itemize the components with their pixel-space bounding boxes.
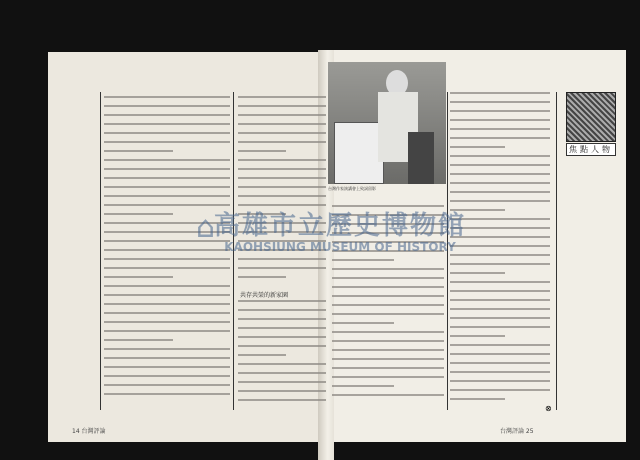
text-line (238, 168, 326, 170)
text-line (238, 258, 326, 260)
text-line (238, 381, 326, 383)
end-mark: ⊗ (545, 404, 552, 413)
text-line (238, 123, 326, 125)
text-line (332, 394, 444, 396)
text-line (450, 164, 550, 166)
text-line (104, 339, 173, 341)
text-line (450, 173, 550, 175)
text-line (238, 159, 326, 161)
column-divider (556, 92, 557, 410)
text-line (104, 258, 230, 260)
text-line (450, 92, 550, 94)
text-line (104, 186, 230, 188)
text-line (104, 132, 230, 134)
text-line (238, 372, 326, 374)
text-line (238, 105, 326, 107)
text-line (450, 101, 550, 103)
text-line (238, 132, 326, 134)
text-line (450, 119, 550, 121)
text-line (238, 327, 326, 329)
text-line (104, 177, 230, 179)
text-line (332, 277, 444, 279)
text-line (104, 114, 230, 116)
text-line (238, 141, 326, 143)
text-line (104, 312, 230, 314)
text-line (332, 367, 444, 369)
text-line (332, 304, 444, 306)
text-line (450, 389, 550, 391)
watermark (190, 205, 490, 254)
text-line (104, 285, 230, 287)
text-line (450, 344, 550, 346)
text-line (332, 331, 444, 333)
text-line (450, 155, 550, 157)
text-line (104, 357, 230, 359)
text-line (450, 308, 550, 310)
text-line (238, 186, 326, 188)
text-line (104, 123, 230, 125)
text-line (104, 267, 230, 269)
text-line (450, 182, 550, 184)
text-line (104, 384, 230, 386)
text-line (238, 345, 326, 347)
text-line (238, 390, 326, 392)
text-line (332, 313, 444, 315)
text-line (450, 380, 550, 382)
speaker-photo (328, 62, 446, 184)
text-line (332, 286, 444, 288)
text-line (450, 299, 550, 301)
text-line (104, 195, 230, 197)
text-line (450, 398, 505, 400)
text-line (104, 105, 230, 107)
portrait-image (566, 92, 616, 142)
text-line (450, 110, 550, 112)
text-line (450, 137, 550, 139)
text-line (238, 318, 326, 320)
text-line (238, 96, 326, 98)
text-line (238, 276, 286, 278)
text-line (450, 326, 550, 328)
text-line (332, 322, 394, 324)
photo-caption: 台灣作家演講會上致詞留影 (328, 186, 376, 191)
text-line (332, 259, 394, 261)
text-line (450, 191, 550, 193)
section-label: 焦點人物 (566, 143, 616, 156)
left-column-2-lower-text (238, 300, 326, 408)
text-line (450, 128, 550, 130)
text-line (332, 358, 444, 360)
text-line (238, 363, 326, 365)
left-page-footer: 14 台灣評論 (72, 428, 106, 435)
text-line (450, 254, 550, 256)
text-line (332, 340, 444, 342)
text-line (104, 330, 230, 332)
text-line (450, 281, 550, 283)
text-line (450, 146, 505, 148)
text-line (104, 393, 230, 395)
text-line (104, 294, 230, 296)
text-line (104, 159, 230, 161)
text-line (332, 349, 444, 351)
text-line (104, 276, 173, 278)
watermark-zh: 高雄市立歷史博物館 (213, 211, 466, 241)
text-line (450, 317, 550, 319)
text-line (238, 195, 326, 197)
text-line (332, 385, 394, 387)
text-line (450, 335, 505, 337)
text-line (332, 295, 444, 297)
text-line (238, 114, 326, 116)
text-line (450, 263, 550, 265)
text-line (104, 141, 230, 143)
text-line (332, 376, 444, 378)
text-line (104, 375, 230, 377)
text-line (238, 177, 326, 179)
text-line (450, 371, 550, 373)
text-line (238, 267, 326, 269)
text-line (450, 200, 550, 202)
text-line (238, 309, 326, 311)
watermark-en: KAOHSIUNG MUSEUM OF HISTORY (224, 240, 456, 254)
text-line (238, 399, 326, 401)
right-page-footer: 台灣評論 25 (500, 428, 534, 435)
text-line (104, 96, 230, 98)
text-line (104, 168, 230, 170)
text-line (104, 321, 230, 323)
text-line (104, 348, 230, 350)
text-line (104, 366, 230, 368)
museum-logo-icon: ⌂ (196, 210, 216, 245)
text-line (450, 290, 550, 292)
text-line (238, 336, 326, 338)
left-column-2-text (238, 96, 326, 286)
text-line (450, 272, 505, 274)
text-line (104, 213, 173, 215)
text-line (450, 353, 550, 355)
text-line (450, 362, 550, 364)
text-line (104, 150, 173, 152)
text-line (332, 268, 444, 270)
left-rule (100, 92, 101, 410)
text-line (238, 300, 326, 302)
text-line (104, 303, 230, 305)
text-line (238, 354, 286, 356)
section-subheading: 共存共榮的新家園 (240, 292, 289, 299)
text-line (238, 150, 286, 152)
